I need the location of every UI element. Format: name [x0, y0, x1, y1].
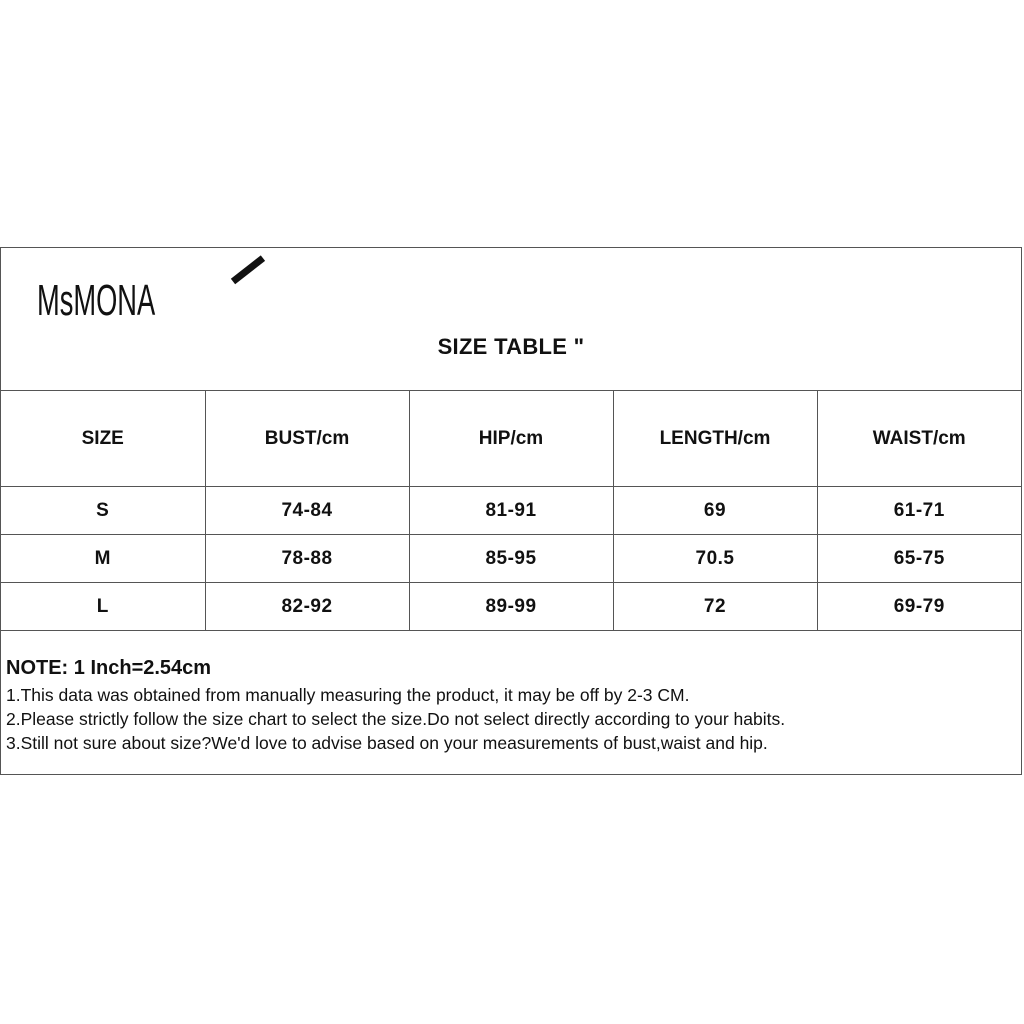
cell-hip: 89-99	[409, 583, 613, 631]
cell-waist: 65-75	[817, 535, 1021, 583]
slash-mark-icon	[231, 255, 265, 284]
page-title: SIZE TABLE "	[437, 334, 585, 359]
table-row	[1, 535, 1021, 583]
note-line-2: 2.Please strictly follow the size chart to select the size.Do not select directly according to your habits.	[6, 709, 786, 729]
cell-bust: 78-88	[205, 535, 409, 583]
cell-hip: 85-95	[409, 535, 613, 583]
notes-section	[6, 656, 1016, 755]
cell-waist: 61-71	[817, 487, 1021, 535]
note-line-3: 3.Still not sure about size?We'd love to advise based on your measurements of bust,waist and hip.	[6, 733, 768, 753]
note-line-1: 1.This data was obtained from manually measuring the product, it may be off by 2-3 CM.	[6, 685, 690, 705]
table-row	[1, 487, 1021, 535]
column-header-size: SIZE	[1, 391, 205, 487]
note-title: NOTE: 1 Inch=2.54cm	[6, 657, 212, 679]
column-header-bust: BUST/cm	[205, 391, 409, 487]
cell-size: S	[1, 487, 205, 535]
cell-bust: 82-92	[205, 583, 409, 631]
column-header-length: LENGTH/cm	[613, 391, 817, 487]
cell-bust: 74-84	[205, 487, 409, 535]
column-header-waist: WAIST/cm	[817, 391, 1021, 487]
cell-size: M	[1, 535, 205, 583]
cell-length: 70.5	[613, 535, 817, 583]
table-header-row	[1, 391, 1021, 487]
size-chart-sheet	[0, 247, 1022, 775]
brand-logo: MsMONA	[37, 276, 156, 325]
cell-size: L	[1, 583, 205, 631]
cell-length: 72	[613, 583, 817, 631]
cell-waist: 69-79	[817, 583, 1021, 631]
size-table	[1, 391, 1021, 631]
cell-hip: 81-91	[409, 487, 613, 535]
table-row	[1, 583, 1021, 631]
cell-length: 69	[613, 487, 817, 535]
column-header-hip: HIP/cm	[409, 391, 613, 487]
size-chart-header	[1, 248, 1021, 391]
